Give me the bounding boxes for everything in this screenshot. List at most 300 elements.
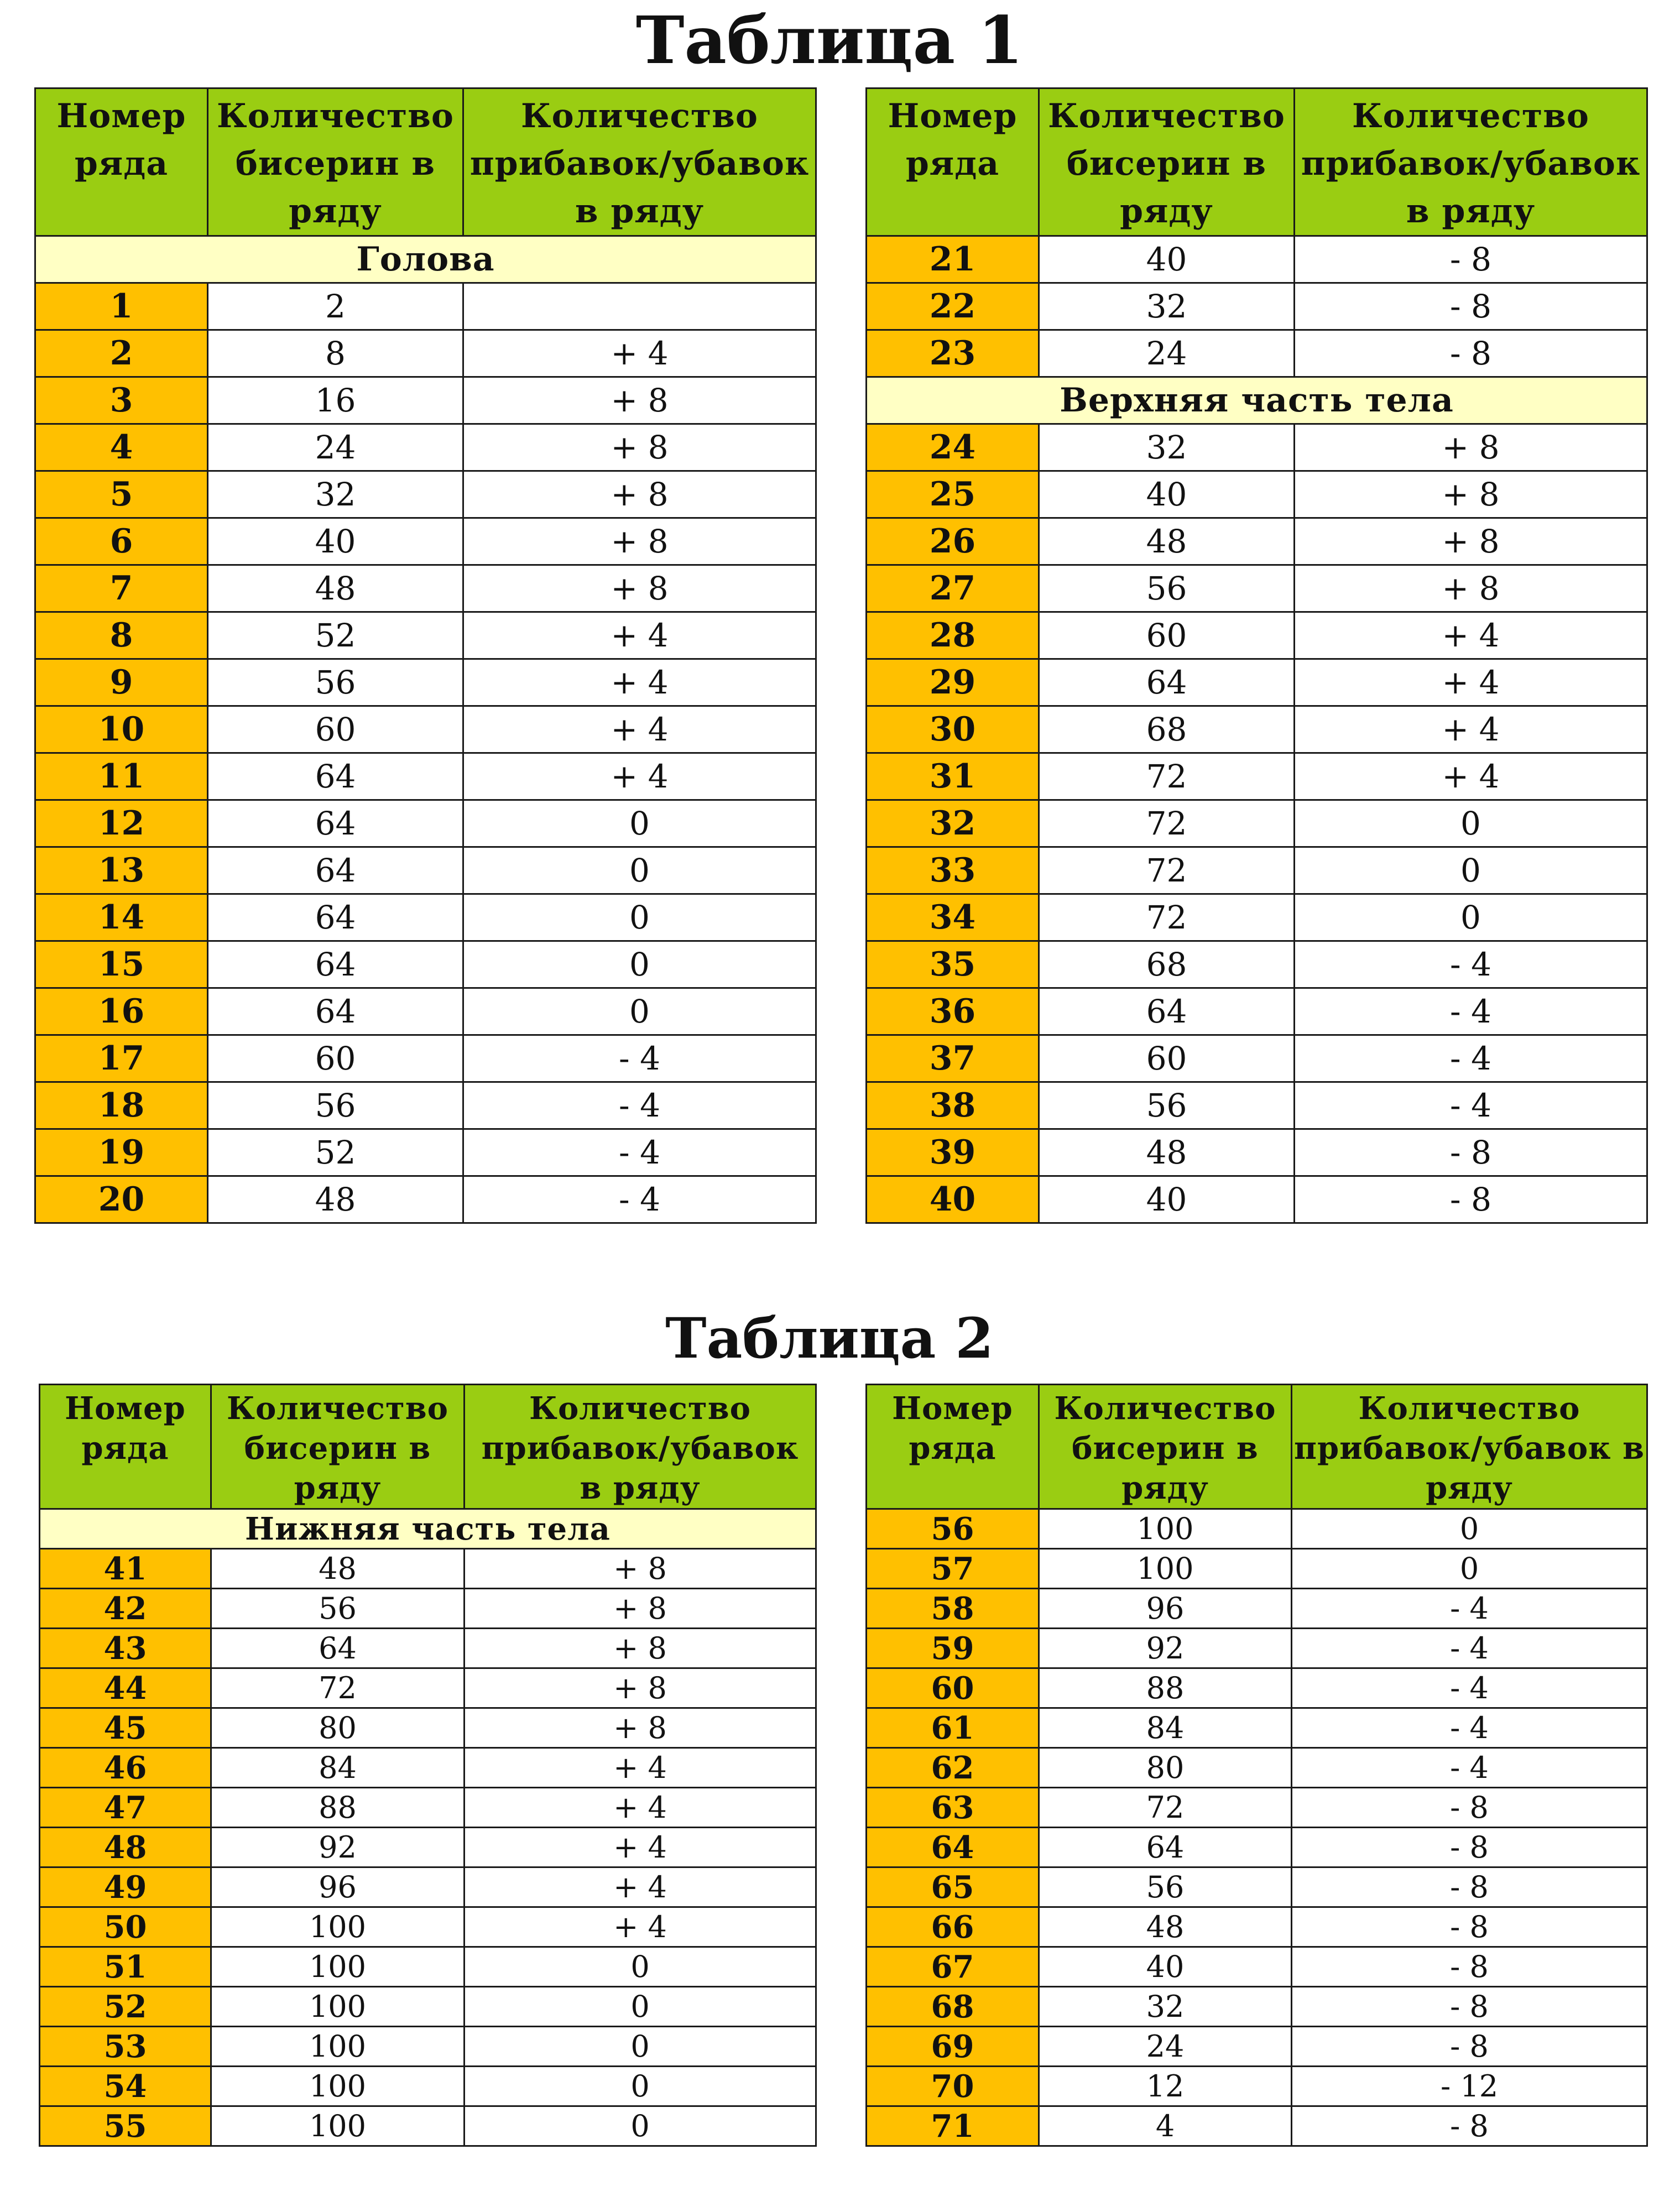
bead-count-cell: 2 [208, 283, 463, 330]
section-label: Голова [35, 236, 816, 283]
table-2-left [39, 1384, 817, 2147]
table-row [35, 988, 816, 1035]
row-number-cell: 50 [40, 1907, 211, 1947]
bead-count-cell: 8 [208, 330, 463, 377]
bead-count-cell: 100 [211, 1907, 465, 1947]
delta-cell: + 8 [465, 1708, 816, 1748]
bead-count-cell: 64 [1039, 659, 1295, 706]
header-increase-decrease: Количество прибавок/убавок в ряду [465, 1385, 816, 1509]
table-row [35, 612, 816, 659]
delta-cell: - 4 [1292, 1708, 1647, 1748]
delta-cell: 0 [463, 800, 816, 847]
bead-count-cell: 12 [1039, 2067, 1292, 2106]
table-row [867, 1082, 1647, 1129]
delta-cell: + 4 [463, 706, 816, 753]
delta-cell: - 8 [1295, 330, 1647, 377]
section-row [40, 1509, 816, 1549]
row-number-cell: 24 [867, 424, 1039, 471]
delta-cell: - 8 [1292, 1987, 1647, 2027]
delta-cell: + 8 [463, 518, 816, 565]
row-number-cell: 8 [35, 612, 208, 659]
row-number-cell: 35 [867, 941, 1039, 988]
bead-count-cell: 32 [1039, 283, 1295, 330]
bead-count-cell: 48 [1039, 518, 1295, 565]
header-bead-count: Количество бисерин в ряду [1039, 88, 1295, 236]
delta-cell: 0 [465, 2067, 816, 2106]
row-number-cell: 48 [40, 1828, 211, 1867]
row-number-cell: 29 [867, 659, 1039, 706]
bead-count-cell: 100 [211, 2067, 465, 2106]
row-number-cell: 53 [40, 2027, 211, 2067]
bead-count-cell: 100 [1039, 1549, 1292, 1589]
delta-cell: - 8 [1292, 1828, 1647, 1867]
table-row [867, 847, 1647, 894]
row-number-cell: 17 [35, 1035, 208, 1082]
bead-count-cell: 64 [208, 988, 463, 1035]
delta-cell: 0 [463, 847, 816, 894]
header-row-number: Номер ряда [35, 88, 208, 236]
delta-cell: + 4 [465, 1867, 816, 1907]
row-number-cell: 5 [35, 471, 208, 518]
table-row [40, 1549, 816, 1589]
row-number-cell: 22 [867, 283, 1039, 330]
delta-cell: + 8 [463, 377, 816, 424]
row-number-cell: 31 [867, 753, 1039, 800]
header-bead-count: Количество бисерин в ряду [208, 88, 463, 236]
table-row [867, 753, 1647, 800]
table-row [867, 1176, 1647, 1223]
table-row [867, 1589, 1647, 1629]
delta-cell: 0 [465, 2106, 816, 2146]
delta-cell: + 4 [465, 1828, 816, 1867]
delta-cell: - 8 [1295, 1129, 1647, 1176]
row-number-cell: 51 [40, 1947, 211, 1987]
table-row [867, 1668, 1647, 1708]
delta-cell: + 8 [1295, 424, 1647, 471]
table-row [867, 894, 1647, 941]
table-row [35, 565, 816, 612]
row-number-cell: 66 [867, 1907, 1039, 1947]
row-number-cell: 15 [35, 941, 208, 988]
row-number-cell: 59 [867, 1629, 1039, 1668]
table-row [867, 1907, 1647, 1947]
table-row [40, 1629, 816, 1668]
table-row [867, 471, 1647, 518]
table-row [867, 1549, 1647, 1589]
table-row [40, 1947, 816, 1987]
table-row [867, 1867, 1647, 1907]
section-label: Верхняя часть тела [867, 377, 1647, 424]
table-row [867, 1987, 1647, 2027]
table-row [35, 518, 816, 565]
row-number-cell: 58 [867, 1589, 1039, 1629]
table-row [40, 2067, 816, 2106]
bead-count-cell: 72 [1039, 800, 1295, 847]
table-row [867, 1629, 1647, 1668]
bead-count-cell: 100 [211, 2106, 465, 2146]
table-row [867, 2027, 1647, 2067]
delta-cell: + 4 [463, 612, 816, 659]
row-number-cell: 44 [40, 1668, 211, 1708]
delta-cell: - 8 [1295, 1176, 1647, 1223]
delta-cell: + 4 [465, 1788, 816, 1828]
table-row [867, 1129, 1647, 1176]
row-number-cell: 68 [867, 1987, 1039, 2027]
row-number-cell: 45 [40, 1708, 211, 1748]
delta-cell: 0 [463, 894, 816, 941]
bead-count-cell: 64 [208, 753, 463, 800]
table-row [867, 1788, 1647, 1828]
table-row [40, 1668, 816, 1708]
row-number-cell: 52 [40, 1987, 211, 2027]
bead-count-cell: 40 [1039, 1176, 1295, 1223]
table-row [867, 424, 1647, 471]
table-row [867, 1947, 1647, 1987]
row-number-cell: 18 [35, 1082, 208, 1129]
bead-count-cell: 48 [208, 1176, 463, 1223]
bead-count-cell: 64 [208, 800, 463, 847]
delta-cell: - 8 [1295, 236, 1647, 283]
delta-cell: + 8 [465, 1549, 816, 1589]
delta-cell: - 4 [463, 1176, 816, 1223]
bead-count-cell: 64 [208, 941, 463, 988]
delta-cell: + 4 [1295, 753, 1647, 800]
table-row [867, 800, 1647, 847]
row-number-cell: 33 [867, 847, 1039, 894]
bead-count-cell: 64 [208, 847, 463, 894]
table-row [35, 471, 816, 518]
row-number-cell: 67 [867, 1947, 1039, 1987]
row-number-cell: 32 [867, 800, 1039, 847]
row-number-cell: 2 [35, 330, 208, 377]
bead-count-cell: 92 [1039, 1629, 1292, 1668]
bead-count-cell: 56 [1039, 1082, 1295, 1129]
bead-count-cell: 72 [1039, 1788, 1292, 1828]
header-row [35, 88, 816, 236]
bead-count-cell: 64 [211, 1629, 465, 1668]
bead-count-cell: 4 [1039, 2106, 1292, 2146]
delta-cell: + 4 [465, 1748, 816, 1788]
header-row-number: Номер ряда [867, 1385, 1039, 1509]
delta-cell: + 4 [463, 330, 816, 377]
header-increase-decrease: Количество прибавок/убавок в ряду [1295, 88, 1647, 236]
delta-cell: - 4 [463, 1035, 816, 1082]
delta-cell: + 4 [1295, 706, 1647, 753]
header-row-number: Номер ряда [867, 88, 1039, 236]
table-row [867, 941, 1647, 988]
table-row [35, 283, 816, 330]
row-number-cell: 47 [40, 1788, 211, 1828]
row-number-cell: 46 [40, 1748, 211, 1788]
table-row [867, 1748, 1647, 1788]
bead-count-cell: 64 [1039, 1828, 1292, 1867]
delta-cell: + 8 [463, 565, 816, 612]
row-number-cell: 21 [867, 236, 1039, 283]
bead-count-cell: 100 [211, 2027, 465, 2067]
bead-count-cell: 24 [1039, 2027, 1292, 2067]
bead-count-cell: 32 [1039, 1987, 1292, 2027]
table-row [40, 1788, 816, 1828]
row-number-cell: 10 [35, 706, 208, 753]
delta-cell: - 8 [1292, 1947, 1647, 1987]
row-number-cell: 70 [867, 2067, 1039, 2106]
table-row [867, 330, 1647, 377]
table-1-left [34, 87, 817, 1224]
bead-count-cell: 80 [211, 1708, 465, 1748]
bead-count-cell: 100 [1039, 1509, 1292, 1549]
bead-count-cell: 48 [208, 565, 463, 612]
delta-cell: + 4 [1295, 612, 1647, 659]
table-row [867, 659, 1647, 706]
bead-count-cell: 16 [208, 377, 463, 424]
delta-cell: 0 [463, 941, 816, 988]
delta-cell: - 4 [463, 1129, 816, 1176]
row-number-cell: 71 [867, 2106, 1039, 2146]
row-number-cell: 26 [867, 518, 1039, 565]
header-increase-decrease: Количество прибавок/убавок в ряду [463, 88, 816, 236]
section-label: Нижняя часть тела [40, 1509, 816, 1549]
row-number-cell: 64 [867, 1828, 1039, 1867]
delta-cell: + 8 [465, 1589, 816, 1629]
row-number-cell: 62 [867, 1748, 1039, 1788]
table-row [35, 1035, 816, 1082]
table-row [40, 1748, 816, 1788]
header-bead-count: Количество бисерин в ряду [1039, 1385, 1292, 1509]
table-row [867, 2067, 1647, 2106]
table-row [35, 424, 816, 471]
row-number-cell: 60 [867, 1668, 1039, 1708]
row-number-cell: 16 [35, 988, 208, 1035]
delta-cell: - 8 [1292, 1907, 1647, 1947]
row-number-cell: 23 [867, 330, 1039, 377]
table-row [867, 1035, 1647, 1082]
row-number-cell: 3 [35, 377, 208, 424]
delta-cell: - 8 [1292, 2106, 1647, 2146]
bead-count-cell: 60 [208, 1035, 463, 1082]
table-row [867, 988, 1647, 1035]
row-number-cell: 4 [35, 424, 208, 471]
delta-cell: - 12 [1292, 2067, 1647, 2106]
section-row [867, 377, 1647, 424]
table-row [40, 2027, 816, 2067]
table-row [40, 1867, 816, 1907]
bead-count-cell: 52 [208, 612, 463, 659]
bead-count-cell: 60 [1039, 1035, 1295, 1082]
row-number-cell: 63 [867, 1788, 1039, 1828]
bead-count-cell: 64 [208, 894, 463, 941]
table-row [35, 659, 816, 706]
row-number-cell: 11 [35, 753, 208, 800]
row-number-cell: 69 [867, 2027, 1039, 2067]
bead-count-cell: 64 [1039, 988, 1295, 1035]
delta-cell: 0 [1295, 894, 1647, 941]
row-number-cell: 28 [867, 612, 1039, 659]
bead-count-cell: 100 [211, 1947, 465, 1987]
delta-cell: - 8 [1292, 1867, 1647, 1907]
delta-cell: - 4 [1292, 1748, 1647, 1788]
bead-count-cell: 40 [1039, 236, 1295, 283]
delta-cell: 0 [465, 1947, 816, 1987]
delta-cell: - 4 [1292, 1668, 1647, 1708]
bead-count-cell: 60 [208, 706, 463, 753]
bead-count-cell: 88 [1039, 1668, 1292, 1708]
bead-count-cell: 40 [208, 518, 463, 565]
row-number-cell: 65 [867, 1867, 1039, 1907]
table-row [35, 1129, 816, 1176]
table-row [867, 518, 1647, 565]
row-number-cell: 14 [35, 894, 208, 941]
row-number-cell: 19 [35, 1129, 208, 1176]
bead-count-cell: 72 [1039, 894, 1295, 941]
row-number-cell: 54 [40, 2067, 211, 2106]
bead-count-cell: 60 [1039, 612, 1295, 659]
table-row [35, 753, 816, 800]
delta-cell: - 4 [1295, 1035, 1647, 1082]
row-number-cell: 42 [40, 1589, 211, 1629]
row-number-cell: 39 [867, 1129, 1039, 1176]
delta-cell: - 4 [1292, 1629, 1647, 1668]
bead-count-cell: 40 [1039, 471, 1295, 518]
table-row [35, 1082, 816, 1129]
row-number-cell: 20 [35, 1176, 208, 1223]
header-row-number: Номер ряда [40, 1385, 211, 1509]
section-row [35, 236, 816, 283]
delta-cell: 0 [465, 1987, 816, 2027]
delta-cell: + 8 [1295, 471, 1647, 518]
row-number-cell: 13 [35, 847, 208, 894]
bead-count-cell: 52 [208, 1129, 463, 1176]
bead-count-cell: 32 [1039, 424, 1295, 471]
delta-cell: + 8 [465, 1629, 816, 1668]
row-number-cell: 12 [35, 800, 208, 847]
bead-count-cell: 92 [211, 1828, 465, 1867]
delta-cell: - 8 [1295, 283, 1647, 330]
table-row [40, 1708, 816, 1748]
row-number-cell: 6 [35, 518, 208, 565]
row-number-cell: 38 [867, 1082, 1039, 1129]
bead-count-cell: 68 [1039, 941, 1295, 988]
delta-cell: + 8 [1295, 565, 1647, 612]
table-row [40, 1907, 816, 1947]
table-row [867, 565, 1647, 612]
delta-cell: - 4 [1295, 1082, 1647, 1129]
row-number-cell: 55 [40, 2106, 211, 2146]
row-number-cell: 25 [867, 471, 1039, 518]
delta-cell: + 4 [463, 753, 816, 800]
delta-cell: 0 [1292, 1509, 1647, 1549]
table-row [35, 1176, 816, 1223]
header-row [867, 88, 1647, 236]
row-number-cell: 36 [867, 988, 1039, 1035]
row-number-cell: 57 [867, 1549, 1039, 1589]
table-row [40, 1828, 816, 1867]
header-row [867, 1385, 1647, 1509]
row-number-cell: 30 [867, 706, 1039, 753]
row-number-cell: 49 [40, 1867, 211, 1907]
table-row [35, 330, 816, 377]
delta-cell: + 4 [463, 659, 816, 706]
table-row [867, 1708, 1647, 1748]
bead-count-cell: 56 [211, 1589, 465, 1629]
bead-count-cell: 68 [1039, 706, 1295, 753]
table-2-title: Таблица 2 [665, 1306, 994, 1371]
bead-count-cell: 72 [1039, 753, 1295, 800]
table-row [867, 706, 1647, 753]
bead-count-cell: 48 [211, 1549, 465, 1589]
table-row [35, 847, 816, 894]
delta-cell: - 8 [1292, 1788, 1647, 1828]
table-row [40, 1589, 816, 1629]
bead-count-cell: 72 [1039, 847, 1295, 894]
delta-cell: 0 [465, 2027, 816, 2067]
delta-cell: 0 [1292, 1549, 1647, 1589]
delta-cell [463, 283, 816, 330]
bead-count-cell: 84 [211, 1748, 465, 1788]
table-row [867, 612, 1647, 659]
bead-count-cell: 32 [208, 471, 463, 518]
delta-cell: + 8 [463, 471, 816, 518]
bead-count-cell: 56 [1039, 565, 1295, 612]
table-row [867, 2106, 1647, 2146]
row-number-cell: 56 [867, 1509, 1039, 1549]
table-row [35, 377, 816, 424]
row-number-cell: 1 [35, 283, 208, 330]
table-row [867, 236, 1647, 283]
row-number-cell: 61 [867, 1708, 1039, 1748]
table-1-right [865, 87, 1648, 1224]
bead-count-cell: 56 [208, 659, 463, 706]
table-row [35, 800, 816, 847]
delta-cell: 0 [463, 988, 816, 1035]
bead-count-cell: 80 [1039, 1748, 1292, 1788]
header-increase-decrease: Количество прибавок/убавок в ряду [1292, 1385, 1647, 1509]
table-row [35, 706, 816, 753]
bead-count-cell: 24 [208, 424, 463, 471]
table-2-right [865, 1384, 1648, 2147]
row-number-cell: 40 [867, 1176, 1039, 1223]
bead-count-cell: 24 [1039, 330, 1295, 377]
table-row [35, 894, 816, 941]
header-bead-count: Количество бисерин в ряду [211, 1385, 465, 1509]
table-1-title: Таблица 1 [635, 2, 1024, 79]
row-number-cell: 43 [40, 1629, 211, 1668]
delta-cell: 0 [1295, 847, 1647, 894]
delta-cell: - 4 [463, 1082, 816, 1129]
row-number-cell: 41 [40, 1549, 211, 1589]
table-row [40, 1987, 816, 2027]
delta-cell: + 4 [1295, 659, 1647, 706]
delta-cell: + 8 [1295, 518, 1647, 565]
bead-count-cell: 72 [211, 1668, 465, 1708]
delta-cell: - 4 [1295, 988, 1647, 1035]
table-row [867, 283, 1647, 330]
bead-count-cell: 48 [1039, 1907, 1292, 1947]
bead-count-cell: 56 [208, 1082, 463, 1129]
bead-count-cell: 84 [1039, 1708, 1292, 1748]
table-row [867, 1828, 1647, 1867]
row-number-cell: 7 [35, 565, 208, 612]
row-number-cell: 37 [867, 1035, 1039, 1082]
table-row [35, 941, 816, 988]
bead-count-cell: 48 [1039, 1129, 1295, 1176]
delta-cell: + 8 [465, 1668, 816, 1708]
bead-count-cell: 100 [211, 1987, 465, 2027]
header-row [40, 1385, 816, 1509]
delta-cell: - 4 [1295, 941, 1647, 988]
row-number-cell: 34 [867, 894, 1039, 941]
delta-cell: - 8 [1292, 2027, 1647, 2067]
table-row [867, 1509, 1647, 1549]
